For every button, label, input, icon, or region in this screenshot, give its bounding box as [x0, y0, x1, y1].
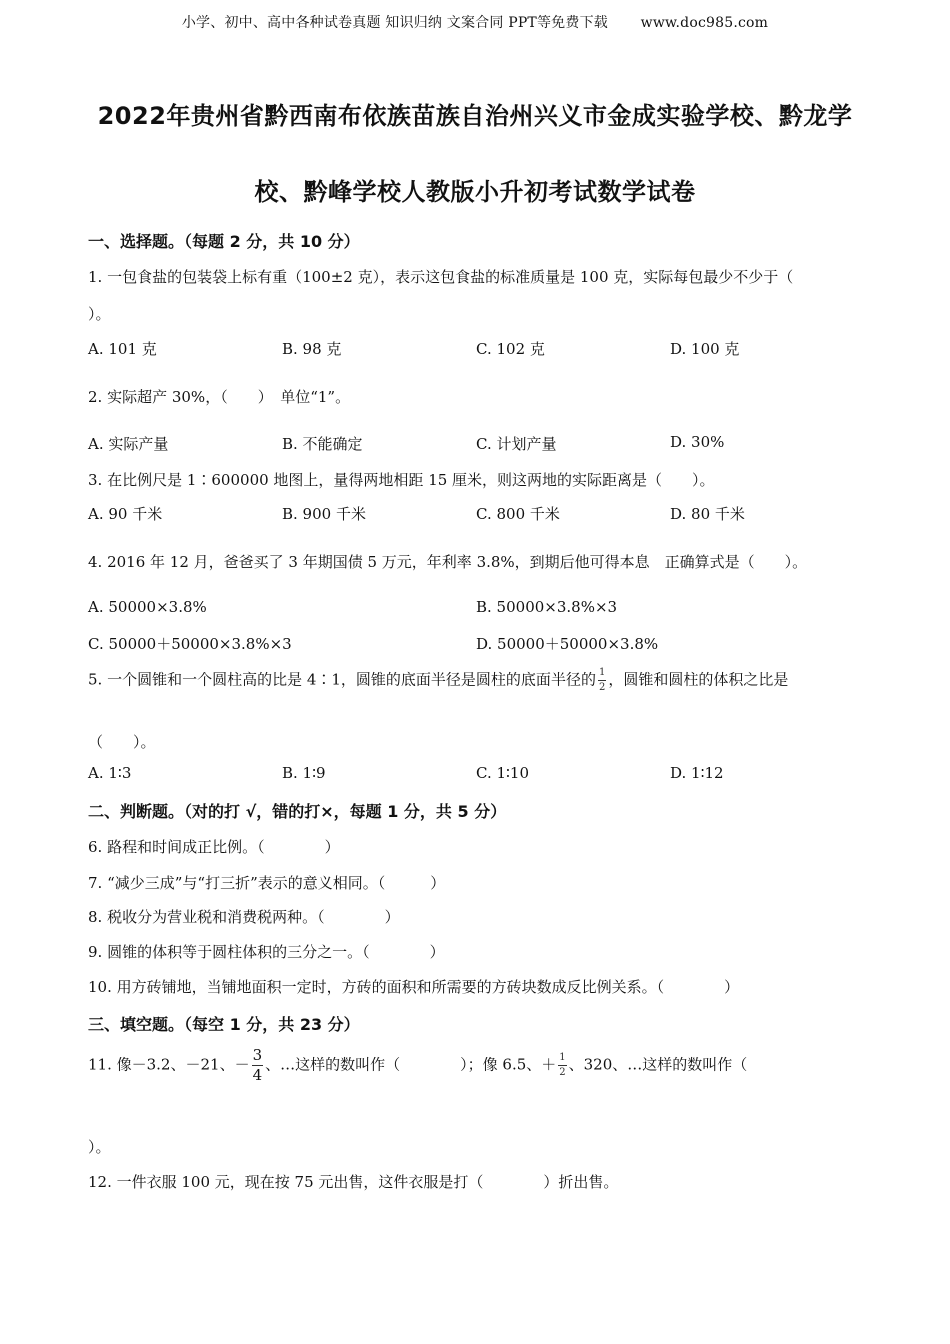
- q3-option-d: D. 80 千米: [670, 505, 745, 523]
- question-12-text: 12. 一件衣服 100 元，现在按 75 元出售，这件衣服是打（ ）折出售。: [88, 1173, 619, 1191]
- q1-option-c: C. 102 克: [476, 340, 545, 358]
- site-header: [0, 12, 950, 32]
- exam-title-line2: 校、黔峰学校人教版小升初考试数学试卷: [254, 178, 696, 206]
- q2-option-a: A. 实际产量: [88, 435, 169, 453]
- q5-fraction: [598, 668, 606, 693]
- q2-option-c: C. 计划产量: [476, 435, 557, 453]
- q11-text-b: 、…这样的数叫作（ ）；像 6.5、＋: [265, 1055, 557, 1074]
- q11-frac2-num: 1: [558, 1053, 566, 1066]
- q3-option-a: A. 90 千米: [88, 505, 163, 523]
- q5-option-a: A. 1∶3: [88, 764, 132, 782]
- q11-frac1-den: 4: [252, 1066, 263, 1084]
- q11-fraction-2: [558, 1053, 566, 1078]
- question-5-cont: （ ）。: [88, 733, 156, 751]
- question-5-text: [88, 668, 788, 693]
- exam-title-line1: 2022年贵州省黔西南布依族苗族自治州兴义市金成实验学校、黔龙学: [97, 102, 853, 130]
- q1-option-b: B. 98 克: [282, 340, 342, 358]
- q5-text-a: 5. 一个圆锥和一个圆柱高的比是 4∶1，圆锥的底面半径是圆柱的底面半径的: [88, 670, 596, 689]
- question-11-cont: ）。: [88, 1138, 111, 1156]
- question-3-text: 3. 在比例尺是 1∶600000 地图上，量得两地相距 15 厘米，则这两地的实际距离是（ ）。: [88, 471, 715, 489]
- section2-heading: 二、判断题。（对的打 √，错的打×，每题 1 分，共 5 分）: [88, 802, 507, 821]
- q11-text-c: 、320、…这样的数叫作（: [568, 1055, 748, 1074]
- q3-option-b: B. 900 千米: [282, 505, 366, 523]
- q4-option-a: A. 50000×3.8%: [88, 598, 207, 616]
- question-10-text: 10. 用方砖铺地，当铺地面积一定时，方砖的面积和所需要的方砖块数成反比例关系。（ ）: [88, 978, 740, 996]
- question-7-text: 7. “减少三成”与“打三折”表示的意义相同。（ ）: [88, 874, 446, 892]
- header-site-link[interactable]: www.doc985.com: [640, 15, 769, 31]
- section3-heading: 三、填空题。（每空 1 分，共 23 分）: [88, 1015, 360, 1034]
- q11-frac1-num: 3: [252, 1046, 263, 1064]
- section1-heading: 一、选择题。（每题 2 分，共 10 分）: [88, 232, 360, 251]
- q4-option-d: D. 50000＋50000×3.8%: [476, 635, 659, 653]
- q5-frac-num: 1: [598, 668, 606, 681]
- q4-option-c: C. 50000＋50000×3.8%×3: [88, 635, 292, 653]
- q5-option-b: B. 1∶9: [282, 764, 326, 782]
- q1-option-d: D. 100 克: [670, 340, 740, 358]
- question-6-text: 6. 路程和时间成正比例。（ ）: [88, 838, 340, 856]
- q2-option-b: B. 不能确定: [282, 435, 363, 453]
- q1-option-a: A. 101 克: [88, 340, 157, 358]
- question-9-text: 9. 圆锥的体积等于圆柱体积的三分之一。（ ）: [88, 943, 445, 961]
- question-2-text: 2. 实际超产 30%，（ ） 单位“1”。: [88, 388, 351, 406]
- q2-option-d: D. 30%: [670, 433, 725, 451]
- question-8-text: 8. 税收分为营业税和消费税两种。（ ）: [88, 908, 400, 926]
- q5-text-b: ，圆锥和圆柱的体积之比是: [608, 670, 789, 689]
- question-4-text: 4. 2016 年 12 月，爸爸买了 3 年期国债 5 万元，年利率 3.8%，到期后他可得本息 正确算式是（ ）。: [88, 553, 808, 571]
- question-1-text: 1. 一包食盐的包装袋上标有重（100±2 克），表示这包食盐的标准质量是 100 克，实际每包最少不少于（: [88, 268, 794, 286]
- question-11-text: [88, 1048, 747, 1083]
- q11-frac2-den: 2: [559, 1067, 566, 1078]
- q5-option-c: C. 1∶10: [476, 764, 530, 782]
- q4-option-b: B. 50000×3.8%×3: [476, 598, 618, 616]
- question-1-cont: ）。: [88, 305, 111, 323]
- q5-frac-den: 2: [598, 682, 606, 693]
- q11-fraction-1: [252, 1048, 264, 1083]
- q11-text-a: 11. 像－3.2、－21、－: [88, 1055, 250, 1074]
- q3-option-c: C. 800 千米: [476, 505, 560, 523]
- header-text: 小学、初中、高中各种试卷真题 知识归纳 文案合同 PPT等免费下载: [181, 15, 608, 31]
- q5-option-d: D. 1∶12: [670, 764, 724, 782]
